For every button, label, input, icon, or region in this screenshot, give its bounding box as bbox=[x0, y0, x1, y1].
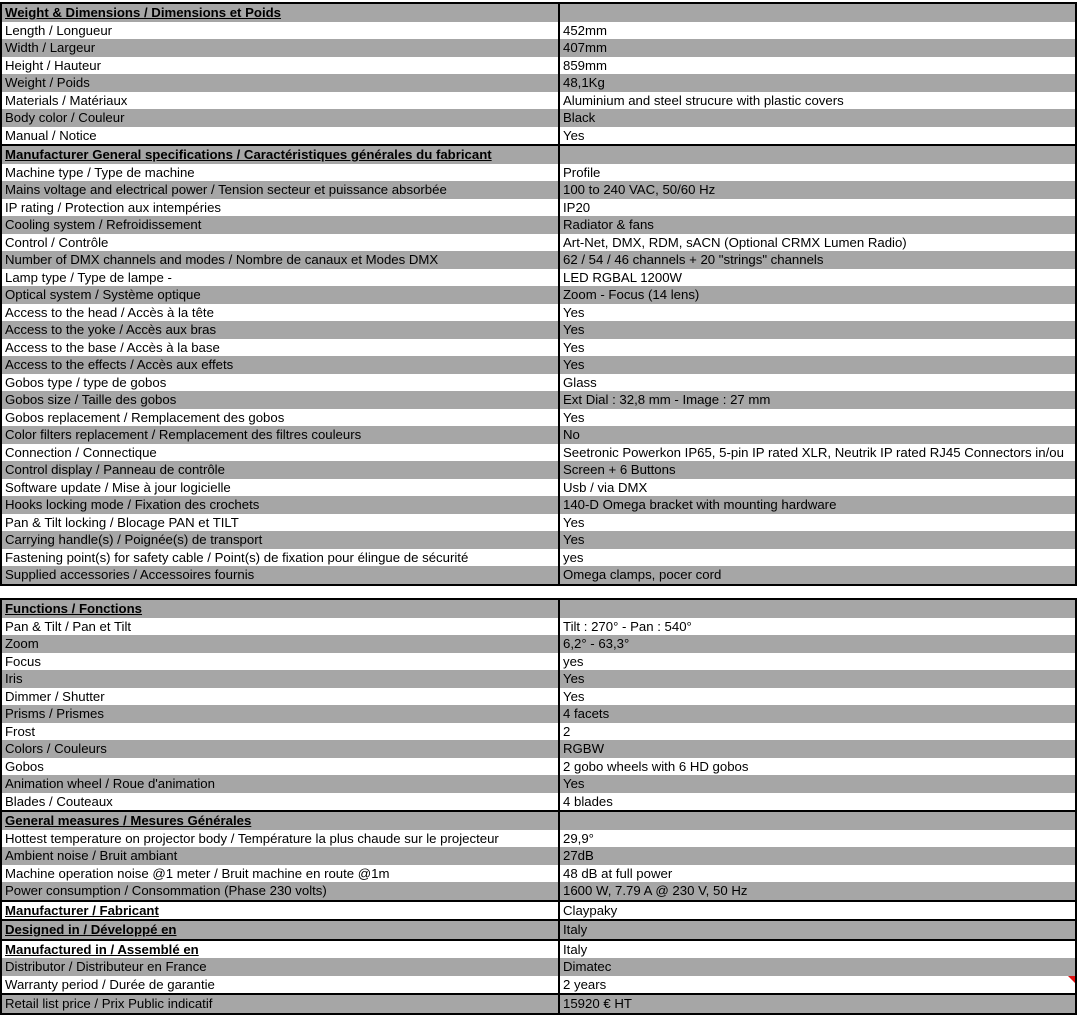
section-header-row bbox=[2, 941, 1075, 959]
spec-row bbox=[2, 549, 1075, 567]
section-title[interactable]: Manufacturer General specifications / Caractéristiques générales du fabricant bbox=[2, 146, 560, 164]
spec-value[interactable]: Yes bbox=[563, 409, 585, 425]
spec-label[interactable]: Control / Contrôle bbox=[2, 234, 560, 252]
spec-row bbox=[2, 566, 1075, 584]
spec-label[interactable]: Retail list price / Prix Public indicatif bbox=[2, 995, 560, 1013]
section-header-row bbox=[2, 4, 1075, 22]
spec-value[interactable]: Italy bbox=[563, 941, 588, 957]
spec-row bbox=[2, 269, 1075, 287]
spec-value[interactable]: 100 to 240 VAC, 50/60 Hz bbox=[563, 182, 716, 197]
spec-label[interactable]: Access to the yoke / Accès aux bras bbox=[2, 321, 560, 339]
spec-row bbox=[2, 688, 1075, 706]
spec-row bbox=[2, 251, 1075, 269]
spec-label[interactable]: Gobos replacement / Remplacement des gobos bbox=[2, 409, 560, 427]
spec-value[interactable]: Yes bbox=[563, 514, 585, 530]
spec-value[interactable]: Ext Dial : 32,8 mm - Image : 27 mm bbox=[563, 392, 771, 407]
spec-label[interactable]: Focus bbox=[2, 653, 560, 671]
spec-row bbox=[2, 164, 1075, 182]
spec-row bbox=[2, 635, 1075, 653]
section-title[interactable]: Manufactured in / Assemblé en bbox=[2, 941, 560, 959]
spec-row bbox=[2, 127, 1075, 147]
spec-value[interactable]: Claypaky bbox=[563, 902, 618, 918]
spec-row bbox=[2, 216, 1075, 234]
spec-row bbox=[2, 705, 1075, 723]
spec-value[interactable]: 1600 W, 7.79 A @ 230 V, 50 Hz bbox=[563, 883, 748, 898]
spec-row bbox=[2, 461, 1075, 479]
spec-value[interactable]: Zoom - Focus (14 lens) bbox=[563, 287, 700, 302]
spec-value[interactable]: Black bbox=[563, 110, 596, 125]
spec-row bbox=[2, 479, 1075, 497]
spec-value[interactable]: Yes bbox=[563, 339, 585, 355]
spec-row bbox=[2, 374, 1075, 392]
spec-label[interactable]: Lamp type / Type de lampe - bbox=[2, 269, 560, 287]
spec-value[interactable]: IP20 bbox=[563, 199, 591, 215]
spec-label[interactable]: Materials / Matériaux bbox=[2, 92, 560, 110]
spec-value[interactable]: 2 bbox=[563, 723, 571, 739]
spec-value[interactable]: 407mm bbox=[563, 40, 607, 55]
spec-value[interactable]: Dimatec bbox=[563, 959, 612, 974]
section-header-row bbox=[2, 812, 1075, 830]
spec-label[interactable]: Gobos type / type de gobos bbox=[2, 374, 560, 392]
spec-label[interactable]: Dimmer / Shutter bbox=[2, 688, 560, 706]
spec-row bbox=[2, 723, 1075, 741]
spec-label[interactable]: Optical system / Système optique bbox=[2, 286, 560, 304]
spec-value[interactable]: Yes bbox=[563, 127, 585, 143]
spec-label[interactable]: Control display / Panneau de contrôle bbox=[2, 461, 560, 479]
spec-label[interactable]: Gobos size / Taille des gobos bbox=[2, 391, 560, 409]
spec-value[interactable]: Seetronic Powerkon IP65, 5-pin IP rated XLR, Neutrik IP rated RJ45 Connectors in/ou bbox=[563, 444, 1064, 460]
spec-row bbox=[2, 758, 1075, 776]
spec-label[interactable]: Machine type / Type de machine bbox=[2, 164, 560, 182]
spec-value[interactable]: Usb / via DMX bbox=[563, 479, 648, 495]
spec-value[interactable] bbox=[560, 600, 1075, 618]
spec-row bbox=[2, 391, 1075, 409]
spec-value[interactable]: 62 / 54 / 46 channels + 20 "strings" channels bbox=[563, 252, 824, 267]
spec-value[interactable]: 48 dB at full power bbox=[563, 865, 673, 881]
spec-label[interactable]: Blades / Couteaux bbox=[2, 793, 560, 811]
spec-value[interactable]: yes bbox=[563, 653, 584, 669]
spec-value[interactable]: Yes bbox=[563, 776, 585, 791]
spec-label[interactable]: Pan & Tilt / Pan et Tilt bbox=[2, 618, 560, 636]
section-header-row bbox=[2, 600, 1075, 618]
spec-row bbox=[2, 321, 1075, 339]
spec-label[interactable]: Body color / Couleur bbox=[2, 109, 560, 127]
spec-label[interactable]: Mains voltage and electrical power / Tension secteur et puissance absorbée bbox=[2, 181, 560, 199]
spec-row bbox=[2, 181, 1075, 199]
spec-label[interactable]: Iris bbox=[2, 670, 560, 688]
spec-value[interactable]: Yes bbox=[563, 322, 585, 337]
spec-value[interactable]: Aluminium and steel strucure with plastic covers bbox=[563, 92, 844, 108]
spec-label[interactable]: Colors / Couleurs bbox=[2, 740, 560, 758]
spec-row bbox=[2, 109, 1075, 127]
spec-value[interactable]: 48,1Kg bbox=[563, 75, 605, 90]
spec-label[interactable]: Weight / Poids bbox=[2, 74, 560, 92]
spec-label[interactable]: Hooks locking mode / Fixation des crochets bbox=[2, 496, 560, 514]
spec-row bbox=[2, 409, 1075, 427]
spec-row bbox=[2, 976, 1075, 996]
spec-value[interactable]: Radiator & fans bbox=[563, 217, 654, 232]
spec-label[interactable]: Fastening point(s) for safety cable / Point(s) de fixation pour élingue de sécurité bbox=[2, 549, 560, 567]
spec-row bbox=[2, 775, 1075, 793]
spec-label[interactable]: Supplied accessories / Accessoires fournis bbox=[2, 566, 560, 584]
section-title[interactable]: Weight & Dimensions / Dimensions et Poids bbox=[2, 4, 560, 22]
spec-table-bottom bbox=[0, 598, 1077, 1015]
spec-label[interactable]: Number of DMX channels and modes / Nombre de canaux et Modes DMX bbox=[2, 251, 560, 269]
spec-label[interactable]: Warranty period / Durée de garantie bbox=[2, 976, 560, 994]
spec-value[interactable]: RGBW bbox=[563, 741, 605, 756]
spec-value[interactable] bbox=[560, 4, 1075, 22]
spec-value[interactable]: Yes bbox=[563, 357, 585, 372]
spec-row bbox=[2, 199, 1075, 217]
spec-row bbox=[2, 618, 1075, 636]
spec-value[interactable] bbox=[560, 146, 1075, 164]
spec-label[interactable]: Prisms / Prismes bbox=[2, 705, 560, 723]
spec-value[interactable]: Screen + 6 Buttons bbox=[563, 462, 676, 477]
spec-row bbox=[2, 514, 1075, 532]
spec-row bbox=[2, 339, 1075, 357]
spec-label[interactable]: Height / Hauteur bbox=[2, 57, 560, 75]
spec-value[interactable]: 27dB bbox=[563, 848, 594, 863]
spec-row bbox=[2, 57, 1075, 75]
section-title[interactable]: General measures / Mesures Générales bbox=[2, 812, 560, 830]
spec-value[interactable]: No bbox=[563, 427, 580, 442]
spec-row bbox=[2, 22, 1075, 40]
spec-value[interactable]: LED RGBAL 1200W bbox=[563, 269, 682, 285]
section-header-row bbox=[2, 902, 1075, 922]
spec-value[interactable]: 29,9° bbox=[563, 830, 594, 846]
spec-value[interactable]: 140-D Omega bracket with mounting hardware bbox=[563, 497, 837, 512]
spec-row bbox=[2, 426, 1075, 444]
spec-row bbox=[2, 882, 1075, 902]
spec-value[interactable]: 452mm bbox=[563, 22, 607, 38]
spec-row bbox=[2, 653, 1075, 671]
spec-value[interactable]: yes bbox=[563, 549, 584, 565]
spec-label[interactable]: Width / Largeur bbox=[2, 39, 560, 57]
spec-value[interactable]: 2 gobo wheels with 6 HD gobos bbox=[563, 758, 749, 774]
comment-indicator-icon[interactable] bbox=[1068, 976, 1075, 983]
section-title[interactable]: Functions / Fonctions bbox=[2, 600, 560, 618]
spec-label[interactable]: Zoom bbox=[2, 635, 560, 653]
spec-label[interactable]: Connection / Connectique bbox=[2, 444, 560, 462]
spec-row bbox=[2, 995, 1075, 1013]
spec-table-top bbox=[0, 2, 1077, 586]
spec-label[interactable]: Software update / Mise à jour logicielle bbox=[2, 479, 560, 497]
spec-value[interactable]: 4 facets bbox=[563, 706, 610, 721]
spec-row bbox=[2, 39, 1075, 57]
spec-label[interactable]: Frost bbox=[2, 723, 560, 741]
section-title[interactable]: Designed in / Développé en bbox=[2, 921, 560, 939]
spec-value[interactable]: Profile bbox=[563, 164, 601, 180]
spec-row bbox=[2, 234, 1075, 252]
spec-value[interactable]: 6,2° - 63,3° bbox=[563, 636, 630, 651]
spec-row bbox=[2, 793, 1075, 813]
spec-value[interactable]: Tilt : 270° - Pan : 540° bbox=[563, 618, 692, 634]
spec-row bbox=[2, 286, 1075, 304]
spec-row bbox=[2, 958, 1075, 976]
spec-label[interactable]: Hottest temperature on projector body / Température la plus chaude sur le projecteur bbox=[2, 830, 560, 848]
spec-label[interactable]: Ambient noise / Bruit ambiant bbox=[2, 847, 560, 865]
spec-value[interactable]: Omega clamps, pocer cord bbox=[563, 567, 722, 582]
spec-row bbox=[2, 304, 1075, 322]
spec-label[interactable]: Length / Longueur bbox=[2, 22, 560, 40]
spec-label[interactable]: Color filters replacement / Remplacement des filtres couleurs bbox=[2, 426, 560, 444]
spec-row bbox=[2, 444, 1075, 462]
spec-label[interactable]: IP rating / Protection aux intempéries bbox=[2, 199, 560, 217]
spec-label[interactable]: Animation wheel / Roue d'animation bbox=[2, 775, 560, 793]
spec-value[interactable]: Yes bbox=[563, 532, 585, 547]
spec-value[interactable]: Yes bbox=[563, 304, 585, 320]
spec-row bbox=[2, 356, 1075, 374]
spec-label[interactable]: Carrying handle(s) / Poignée(s) de transport bbox=[2, 531, 560, 549]
spec-row bbox=[2, 847, 1075, 865]
section-title[interactable]: Manufacturer / Fabricant bbox=[2, 902, 560, 920]
spec-label[interactable]: Access to the base / Accès à la base bbox=[2, 339, 560, 357]
spec-row bbox=[2, 496, 1075, 514]
spec-label[interactable]: Cooling system / Refroidissement bbox=[2, 216, 560, 234]
spec-value[interactable]: 859mm bbox=[563, 57, 607, 73]
section-header-row bbox=[2, 921, 1075, 941]
spec-label[interactable]: Access to the head / Accès à la tête bbox=[2, 304, 560, 322]
spec-row bbox=[2, 670, 1075, 688]
spec-row bbox=[2, 531, 1075, 549]
spec-value[interactable]: 4 blades bbox=[563, 793, 613, 809]
spec-row bbox=[2, 740, 1075, 758]
spec-label[interactable]: Manual / Notice bbox=[2, 127, 560, 145]
spec-value[interactable]: Italy bbox=[563, 922, 588, 937]
spec-row bbox=[2, 92, 1075, 110]
spec-label[interactable]: Distributor / Distributeur en France bbox=[2, 958, 560, 976]
spec-value[interactable]: 15920 € HT bbox=[563, 996, 632, 1011]
spec-value[interactable]: Glass bbox=[563, 374, 597, 390]
spec-label[interactable]: Pan & Tilt locking / Blocage PAN et TILT bbox=[2, 514, 560, 532]
spec-label[interactable]: Machine operation noise @1 meter / Bruit machine en route @1m bbox=[2, 865, 560, 883]
spec-value[interactable]: 2 years bbox=[563, 976, 607, 992]
section-header-row bbox=[2, 146, 1075, 164]
spec-value[interactable] bbox=[560, 812, 1075, 830]
spec-value[interactable]: Yes bbox=[563, 671, 585, 686]
spec-row bbox=[2, 830, 1075, 848]
spec-label[interactable]: Power consumption / Consommation (Phase 230 volts) bbox=[2, 882, 560, 900]
spec-value[interactable]: Art-Net, DMX, RDM, sACN (Optional CRMX Lumen Radio) bbox=[563, 234, 907, 250]
spec-row bbox=[2, 865, 1075, 883]
spec-value[interactable]: Yes bbox=[563, 688, 585, 704]
spec-label[interactable]: Gobos bbox=[2, 758, 560, 776]
spec-label[interactable]: Access to the effects / Accès aux effets bbox=[2, 356, 560, 374]
spec-row bbox=[2, 74, 1075, 92]
